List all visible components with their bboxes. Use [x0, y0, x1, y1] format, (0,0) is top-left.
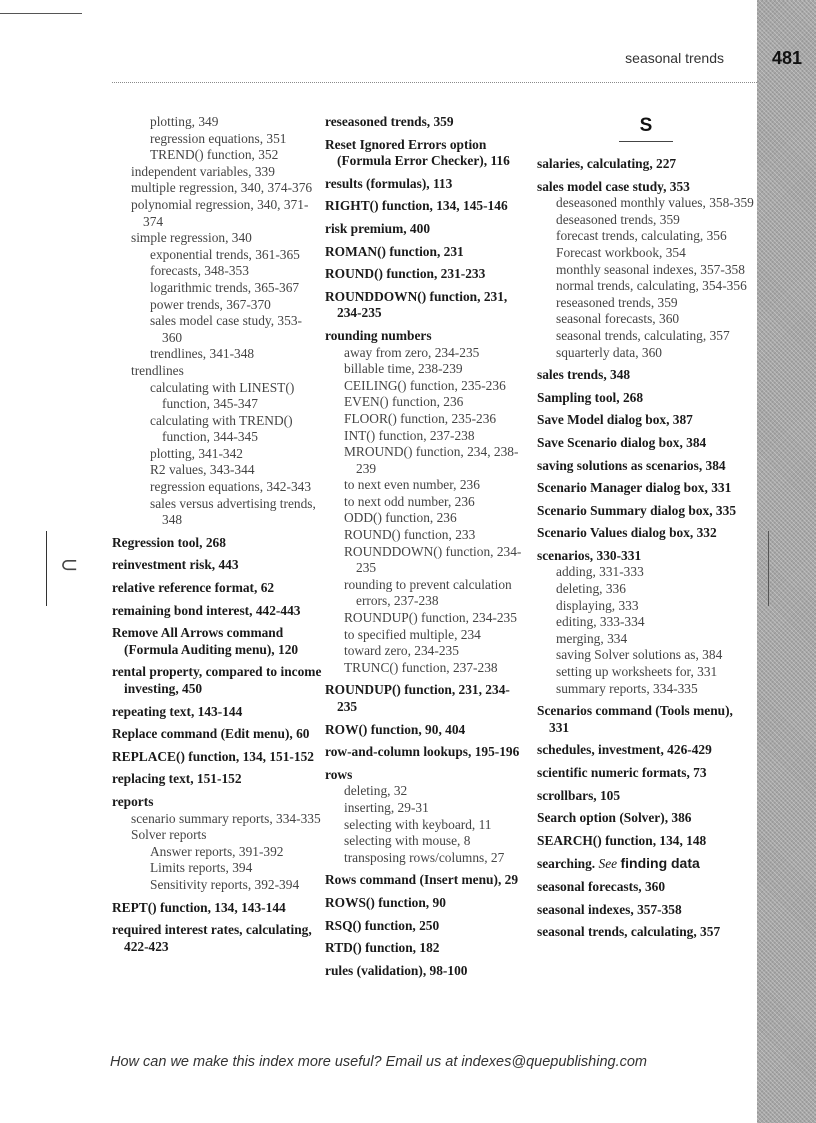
entry-text: seasonal forecasts, 360	[556, 311, 680, 327]
index-entry	[537, 503, 755, 520]
entry-text: deseasoned trends, 359	[556, 211, 680, 227]
index-entry	[112, 726, 322, 743]
index-entry	[537, 525, 755, 542]
index-entry	[112, 900, 322, 917]
entry-text: RSQ() function, 250	[325, 917, 440, 933]
index-entry	[325, 744, 525, 761]
entry-text: R2 values, 343-344	[150, 462, 255, 478]
entry-text: reinvestment risk, 443	[112, 557, 239, 573]
index-entry	[325, 682, 525, 715]
entry-text: trendlines	[131, 362, 184, 378]
index-subentry	[537, 631, 755, 648]
index-entry	[325, 328, 525, 345]
entry-text: monthly seasonal indexes, 357-358	[556, 261, 745, 277]
entry-text: trendlines, 341-348	[150, 346, 255, 362]
index-entry	[537, 833, 755, 850]
index-subsubentry	[112, 147, 322, 164]
index-entry	[325, 114, 525, 131]
entry-text: seasonal forecasts, 360	[537, 878, 666, 894]
entry-text: setting up worksheets for, 331	[556, 664, 718, 680]
entry-text: EVEN() function, 236	[344, 394, 464, 410]
entry-text: TRUNC() function, 237-238	[344, 659, 498, 675]
entry-text: sales model case study, 353-360	[150, 313, 302, 345]
entry-text: sales versus advertising trends, 348	[150, 495, 316, 528]
entry-text: away from zero, 234-235	[344, 344, 480, 360]
running-header: seasonal trends	[625, 50, 724, 66]
index-entry	[112, 771, 322, 788]
index-entry	[537, 548, 755, 565]
index-subentry	[537, 195, 755, 212]
entry-text: sales model case study, 353	[537, 178, 690, 194]
entry-text: to specified multiple, 234	[344, 626, 481, 642]
entry-text: rows	[325, 766, 353, 782]
index-subentry	[537, 664, 755, 681]
entry-text: replacing text, 151-152	[112, 771, 242, 787]
index-subentry	[325, 510, 525, 527]
change-bar-left	[46, 531, 47, 606]
entry-text: REPT() function, 134, 143-144	[112, 899, 286, 915]
entry-text: Replace command (Edit menu), 60	[112, 726, 310, 742]
index-subentry	[325, 577, 525, 610]
entry-text: to next even number, 236	[344, 477, 480, 493]
index-entry	[537, 412, 755, 429]
index-subentry	[537, 581, 755, 598]
index-subentry	[112, 811, 322, 828]
entry-text: Limits reports, 394	[150, 860, 253, 876]
index-entry	[325, 289, 525, 322]
entry-text: editing, 333-334	[556, 614, 645, 630]
entry-text: calculating with LINEST() function, 345-347	[150, 379, 295, 412]
entry-text: CEILING() function, 235-236	[344, 377, 506, 393]
index-entry	[537, 703, 755, 736]
entry-text: rounding to prevent calculation errors, 237-238	[344, 576, 512, 609]
index-entry	[537, 765, 755, 782]
index-subsubentry	[112, 446, 322, 463]
entry-text: Scenario Summary dialog box, 335	[537, 502, 737, 518]
index-entry	[325, 872, 525, 889]
entry-text: Solver reports	[131, 827, 207, 843]
index-subentry	[325, 361, 525, 378]
entry-text: independent variables, 339	[131, 163, 275, 179]
entry-text: ROUND() function, 231-233	[325, 266, 486, 282]
entry-text: required interest rates, calculating, 422-423	[112, 922, 312, 954]
entry-text: remaining bond interest, 442-443	[112, 602, 301, 618]
entry-text: Search option (Solver), 386	[537, 810, 692, 826]
index-subentry	[325, 627, 525, 644]
index-entry	[325, 176, 525, 193]
entry-text: rules (validation), 98-100	[325, 962, 468, 978]
entry-text: sales trends, 348	[537, 367, 631, 383]
index-subentry	[325, 643, 525, 660]
see-label: See	[598, 856, 618, 872]
index-entry	[112, 580, 322, 597]
entry-text: deseasoned monthly values, 358-359	[556, 195, 754, 211]
index-entry	[537, 788, 755, 805]
index-subentry	[325, 444, 525, 477]
index-entry	[537, 435, 755, 452]
index-subentry	[325, 850, 525, 867]
entry-text: calculating with TREND() function, 344-345	[150, 412, 293, 445]
index-entry	[112, 625, 322, 658]
entry-text: forecasts, 348-353	[150, 263, 249, 279]
index-entry	[112, 664, 322, 697]
entry-text: scenarios, 330-331	[537, 547, 642, 563]
index-subentry	[325, 800, 525, 817]
entry-text: selecting with keyboard, 11	[344, 816, 492, 832]
entry-text: row-and-column lookups, 195-196	[325, 744, 520, 760]
index-subentry	[112, 164, 322, 181]
entry-text: Save Model dialog box, 387	[537, 412, 693, 428]
index-subsubentry	[112, 860, 322, 877]
entry-text: seasonal trends, calculating, 357	[537, 924, 721, 940]
section-letter: S	[639, 115, 653, 136]
index-subentry	[537, 311, 755, 328]
index-subentry	[112, 827, 322, 844]
entry-text: forecast trends, calculating, 356	[556, 228, 727, 244]
entry-text: seasonal indexes, 357-358	[537, 901, 682, 917]
entry-text: searching.	[537, 856, 596, 872]
index-subentry	[537, 328, 755, 345]
entry-text: ROUNDUP() function, 234-235	[344, 610, 517, 626]
entry-text: schedules, investment, 426-429	[537, 742, 712, 758]
index-subentry	[325, 527, 525, 544]
index-subsubentry	[112, 413, 322, 446]
entry-text: selecting with mouse, 8	[344, 833, 471, 849]
index-entry	[537, 810, 755, 827]
index-subentry	[325, 783, 525, 800]
entry-text: RIGHT() function, 134, 145-146	[325, 198, 508, 214]
entry-text: FLOOR() function, 235-236	[344, 410, 497, 426]
entry-text: normal trends, calculating, 354-356	[556, 278, 747, 294]
entry-text: ROUNDDOWN() function, 231, 234-235	[325, 288, 508, 321]
index-subentry	[537, 681, 755, 698]
entry-text: Scenario Values dialog box, 332	[537, 525, 717, 541]
index-subentry	[325, 345, 525, 362]
entry-text: billable time, 238-239	[344, 361, 463, 377]
entry-text: logarithmic trends, 365-367	[150, 279, 300, 295]
index-entry	[112, 704, 322, 721]
index-subentry	[112, 230, 322, 247]
entry-text: SEARCH() function, 134, 148	[537, 832, 707, 848]
index-subsubentry	[112, 313, 322, 346]
thumb-tab	[757, 0, 816, 1123]
index-column-2	[325, 114, 525, 979]
see-target-link[interactable]: finding data	[620, 855, 700, 872]
entry-text: Scenarios command (Tools menu), 331	[537, 703, 733, 735]
index-subsubentry	[112, 297, 322, 314]
entry-text: INT() function, 237-238	[344, 427, 475, 443]
page-number: 481	[771, 48, 803, 68]
index-entry	[325, 767, 525, 784]
entry-text: saving Solver solutions as, 384	[556, 647, 723, 663]
entry-text: Sensitivity reports, 392-394	[150, 876, 300, 892]
index-entry	[325, 918, 525, 935]
index-entry	[112, 922, 322, 955]
header-rule	[112, 82, 757, 83]
entry-text: MROUND() function, 234, 238-239	[344, 444, 519, 476]
index-entry	[325, 137, 525, 170]
crop-mark	[0, 13, 82, 14]
index-subsubentry	[112, 131, 322, 148]
entry-text: polynomial regression, 340, 371-374	[131, 196, 309, 229]
index-subentry	[112, 197, 322, 230]
index-subentry	[325, 411, 525, 428]
entry-text: adding, 331-333	[556, 564, 644, 580]
entry-text: rounding numbers	[325, 327, 432, 343]
entry-text: Remove All Arrows command (Formula Auditing menu), 120	[112, 625, 299, 657]
entry-text: Sampling tool, 268	[537, 389, 644, 405]
entry-text: seasonal trends, calculating, 357	[556, 327, 730, 343]
index-column-3	[537, 114, 755, 941]
entry-text: power trends, 367-370	[150, 296, 271, 312]
entry-text: inserting, 29-31	[344, 799, 429, 815]
index-entry	[112, 794, 322, 811]
index-entry	[537, 742, 755, 759]
entry-text: deleting, 336	[556, 581, 626, 597]
entry-text: to next odd number, 236	[344, 493, 475, 509]
index-entry	[537, 924, 755, 941]
index-entry	[537, 879, 755, 896]
index-subentry	[537, 598, 755, 615]
index-entry	[325, 266, 525, 283]
entry-text: ROWS() function, 90	[325, 894, 446, 910]
entry-text: ROW() function, 90, 404	[325, 721, 466, 737]
entry-text: exponential trends, 361-365	[150, 246, 300, 262]
entry-text: rental property, compared to income investing, 450	[112, 664, 322, 696]
index-subentry	[325, 477, 525, 494]
entry-text: ROUNDUP() function, 231, 234-235	[325, 682, 510, 714]
entry-text: ROMAN() function, 231	[325, 243, 464, 259]
entry-text: risk premium, 400	[325, 220, 431, 236]
index-subentry	[325, 544, 525, 577]
entry-text: plotting, 349	[150, 114, 219, 129]
index-subsubentry	[112, 877, 322, 894]
index-subentry	[537, 228, 755, 245]
entry-text: toward zero, 234-235	[344, 643, 459, 659]
entry-text: multiple regression, 340, 374-376	[131, 180, 313, 196]
index-entry	[537, 480, 755, 497]
entry-text: salaries, calculating, 227	[537, 156, 677, 171]
footer-note: How can we make this index more useful? Email us at indexes@quepublishing.com	[110, 1054, 647, 1070]
index-column-1	[112, 114, 322, 955]
index-entry	[537, 855, 755, 873]
index-subentry	[112, 363, 322, 380]
index-subentry	[537, 212, 755, 229]
index-subentry	[537, 295, 755, 312]
index-subentry	[537, 614, 755, 631]
index-subentry	[537, 278, 755, 295]
index-entry	[537, 179, 755, 196]
entry-text: RTD() function, 182	[325, 940, 440, 956]
index-subentry	[537, 262, 755, 279]
index-subentry	[325, 833, 525, 850]
index-subsubentry	[112, 263, 322, 280]
index-entry	[325, 221, 525, 238]
index-subentry	[325, 494, 525, 511]
index-subsubentry	[112, 380, 322, 413]
index-subsubentry	[112, 280, 322, 297]
index-entry	[537, 367, 755, 384]
entry-text: plotting, 341-342	[150, 445, 243, 461]
index-entry	[325, 940, 525, 957]
index-subentry	[325, 428, 525, 445]
index-subsubentry	[112, 247, 322, 264]
entry-text: reseasoned trends, 359	[556, 294, 678, 310]
index-entry	[325, 198, 525, 215]
entry-text: simple regression, 340	[131, 230, 252, 246]
entry-text: ODD() function, 236	[344, 510, 457, 526]
entry-text: ROUNDDOWN() function, 234-235	[344, 543, 522, 576]
entry-text: Forecast workbook, 354	[556, 244, 686, 260]
entry-text: relative reference format, 62	[112, 580, 275, 596]
index-subentry	[325, 378, 525, 395]
entry-text: reports	[112, 793, 154, 809]
index-entry	[325, 244, 525, 261]
entry-text: merging, 334	[556, 630, 628, 646]
index-subsubentry	[112, 479, 322, 496]
entry-text: scenario summary reports, 334-335	[131, 810, 321, 826]
index-subsubentry	[112, 844, 322, 861]
index-subentry	[325, 610, 525, 627]
entry-text: summary reports, 334-335	[556, 680, 698, 696]
entry-text: scrollbars, 105	[537, 787, 621, 803]
index-subentry	[325, 817, 525, 834]
index-entry	[112, 557, 322, 574]
entry-text: reseasoned trends, 359	[325, 114, 454, 129]
index-entry	[325, 963, 525, 980]
index-subentry	[112, 180, 322, 197]
section-letter-rule	[619, 141, 673, 142]
index-subentry	[325, 660, 525, 677]
index-subsubentry	[112, 462, 322, 479]
entry-text: regression equations, 342-343	[150, 479, 312, 495]
index-entry	[325, 895, 525, 912]
entry-text: Regression tool, 268	[112, 534, 226, 550]
entry-text: Rows command (Insert menu), 29	[325, 872, 519, 888]
margin-mark-icon: ⊂	[60, 553, 79, 578]
entry-text: repeating text, 143-144	[112, 703, 243, 719]
entry-text: displaying, 333	[556, 597, 639, 613]
index-entry	[112, 535, 322, 552]
index-entry	[112, 603, 322, 620]
entry-text: results (formulas), 113	[325, 175, 453, 191]
index-subentry	[537, 245, 755, 262]
entry-text: Answer reports, 391-392	[150, 843, 284, 859]
entry-text: regression equations, 351	[150, 130, 287, 146]
index-entry	[325, 722, 525, 739]
entry-text: transposing rows/columns, 27	[344, 849, 505, 865]
index-subentry	[537, 345, 755, 362]
index-entry	[112, 749, 322, 766]
entry-text: squarterly data, 360	[556, 344, 662, 360]
entry-text: ROUND() function, 233	[344, 527, 476, 543]
index-entry	[537, 390, 755, 407]
index-subentry	[537, 564, 755, 581]
index-entry	[537, 156, 755, 173]
entry-text: TREND() function, 352	[150, 147, 279, 163]
index-entry	[537, 902, 755, 919]
index-subentry	[325, 394, 525, 411]
entry-text: scientific numeric formats, 73	[537, 765, 707, 780]
entry-text: REPLACE() function, 134, 151-152	[112, 748, 314, 764]
index-subsubentry	[112, 114, 322, 131]
index-subentry	[537, 647, 755, 664]
entry-text: Scenario Manager dialog box, 331	[537, 480, 732, 496]
index-subsubentry	[112, 496, 322, 529]
index-entry	[537, 458, 755, 475]
entry-text: deleting, 32	[344, 783, 408, 799]
entry-text: Reset Ignored Errors option (Formula Error Checker), 116	[325, 136, 510, 169]
entry-text: saving solutions as scenarios, 384	[537, 457, 726, 473]
index-subsubentry	[112, 346, 322, 363]
change-bar-right	[768, 531, 769, 606]
entry-text: Save Scenario dialog box, 384	[537, 434, 707, 450]
